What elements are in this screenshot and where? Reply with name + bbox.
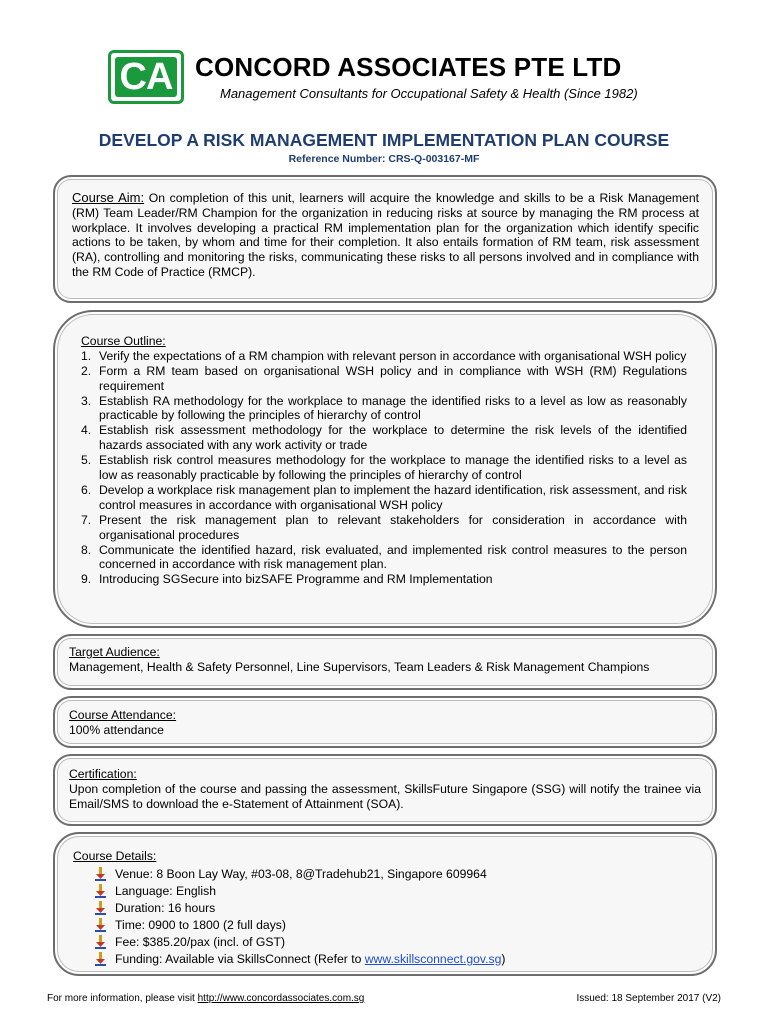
list-item-text: Establish risk control measures methodology for the workplace to manage the identified risks to a level as low as reasonably practicable by following the principles of hierarchy of control: [99, 453, 687, 483]
list-item: [81, 393, 687, 424]
list-item: [81, 423, 687, 453]
down-arrow-bullet-icon: [95, 935, 107, 949]
course-details-box: [53, 832, 717, 976]
target-audience-text: Management, Health & Safety Personnel, Line Supervisors, Team Leaders & Risk Management Champions: [69, 659, 650, 674]
logo-text: CA: [115, 57, 177, 97]
detail-venue-text: Venue: 8 Boon Lay Way, #03-08, 8@Tradehub21, Singapore 609964: [115, 866, 487, 881]
list-item-number: 7.: [81, 512, 92, 527]
list-item-number: 1.: [81, 348, 92, 363]
footer-issued-date: Issued: 18 September 2017 (V2): [576, 993, 721, 1004]
list-item: [81, 572, 687, 587]
course-outline-list: [81, 349, 687, 588]
certification-heading: Certification:: [69, 767, 137, 781]
list-item-text: Establish RA methodology for the workplace to manage the identified risks to a level as low as reasonably practicable by following the principles of hierarchy of control: [99, 393, 687, 423]
list-item: [81, 482, 687, 513]
detail-time: [95, 917, 695, 934]
down-arrow-bullet-icon: [95, 901, 107, 915]
list-item-text: Form a RM team based on organisational WSH policy and in compliance with WSH (RM) Regulations requirement: [99, 363, 687, 393]
course-outline-heading: Course Outline:: [81, 334, 166, 348]
detail-fee: [95, 934, 695, 951]
list-item-number: 8.: [81, 542, 92, 557]
target-audience-box: [53, 634, 717, 690]
list-item: [81, 542, 687, 573]
detail-funding-text: Funding: Available via SkillsConnect (Refer to: [115, 951, 365, 966]
skillsconnect-link[interactable]: www.skillsconnect.gov.sg: [364, 951, 502, 966]
course-outline-box: [53, 310, 717, 628]
detail-venue: [95, 866, 695, 883]
list-item: [81, 453, 687, 483]
course-details-heading: Course Details:: [73, 849, 157, 863]
reference-number: Reference Number: CRS-Q-003167-MF: [288, 153, 480, 165]
down-arrow-bullet-icon: [95, 884, 107, 898]
detail-duration-text: Duration: 16 hours: [115, 900, 216, 915]
detail-time-text: Time: 0900 to 1800 (2 full days): [115, 917, 286, 932]
course-attendance-heading: Course Attendance:: [69, 708, 177, 722]
detail-funding: [95, 951, 695, 968]
list-item-number: 5.: [81, 453, 92, 468]
list-item-text: Present the risk management plan to relevant stakeholders for consideration in accordance with organisational procedures: [99, 512, 687, 542]
company-name: CONCORD ASSOCIATES PTE LTD: [195, 52, 622, 82]
down-arrow-bullet-icon: [95, 918, 107, 932]
detail-language-text: Language: English: [115, 883, 216, 898]
down-arrow-bullet-icon: [95, 867, 107, 881]
list-item-text: Introducing SGSecure into bizSAFE Programme and RM Implementation: [99, 572, 493, 587]
list-item-number: 9.: [81, 572, 92, 587]
course-attendance-text: 100% attendance: [69, 722, 164, 737]
course-title: DEVELOP A RISK MANAGEMENT IMPLEMENTATION PLAN COURSE: [98, 130, 670, 150]
course-details-list: [73, 866, 695, 968]
list-item-text: Verify the expectations of a RM champion with relevant person in accordance with organisational WSH policy: [99, 348, 687, 363]
course-attendance-box: [53, 696, 717, 748]
down-arrow-bullet-icon: [95, 952, 107, 966]
certification-box: [53, 754, 717, 826]
list-item-number: 4.: [81, 423, 92, 438]
course-aim-box: [53, 175, 717, 303]
footer-info-text: For more information, please visit: [47, 993, 198, 1004]
detail-funding-suffix: ): [501, 951, 506, 966]
footer-info: [47, 993, 364, 1004]
company-tagline: Management Consultants for Occupational Safety & Health (Since 1982): [220, 86, 638, 101]
detail-duration: [95, 900, 695, 917]
certification-text: Upon completion of the course and passing the assessment, SkillsFuture Singapore (SSG) will notify the trainee via Email/SMS to download the e-Statement of Attainment (SOA).: [69, 781, 701, 811]
list-item: [81, 512, 687, 543]
detail-language: [95, 883, 695, 900]
list-item: [81, 348, 687, 364]
list-item-text: Develop a workplace risk management plan to implement the hazard identification, risk assessment, and risk control measures in accordance with organisational WSH policy: [99, 482, 687, 512]
target-audience-heading: Target Audience:: [69, 645, 160, 659]
list-item-number: 3.: [81, 393, 92, 408]
course-aim-paragraph: [72, 191, 699, 280]
list-item-text: Communicate the identified hazard, risk evaluated, and implemented risk control measures to the person concerned in accordance with risk management plan.: [99, 542, 687, 572]
company-logo: [108, 50, 184, 104]
list-item: [81, 363, 687, 394]
detail-fee-text: Fee: $385.20/pax (incl. of GST): [115, 934, 286, 949]
list-item-text: Establish risk assessment methodology for the workplace to determine the risk levels of the identified hazards associated with any work activity or trade: [99, 423, 687, 453]
list-item-number: 6.: [81, 482, 92, 497]
list-item-number: 2.: [81, 363, 92, 378]
course-aim-heading: Course Aim:: [72, 190, 145, 205]
course-aim-text: On completion of this unit, learners will acquire the knowledge and skills to be a Risk Management (RM) Team Leader/RM Champion for the organization in reducing risks at source by managing the RM process at workplace. It involves developing a practical RM implementation plan for the organization which identify specific actions to be taken, by whom and time for their completion. It also entails formation of RM team, risk assessment (RA), controlling and monitoring the risks, communicating these risks to all persons involved and in compliance with the RM Code of Practice (RMCP).: [72, 191, 699, 279]
company-website-link[interactable]: http://www.concordassociates.com.sg: [197, 993, 365, 1004]
